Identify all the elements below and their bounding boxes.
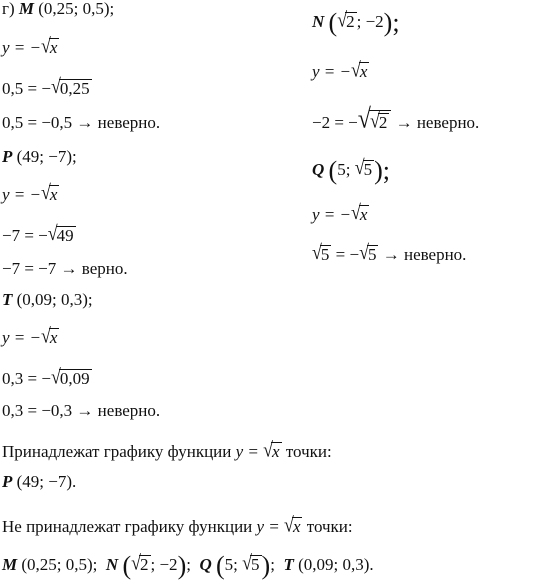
sqrt: √x	[41, 180, 58, 204]
t-function: y = −√x	[2, 323, 58, 347]
sqrt: √2	[131, 550, 149, 574]
sqrt: √49	[47, 221, 74, 245]
p-function: y = −√x	[2, 180, 58, 204]
m-header	[2, 0, 114, 20]
q-substitution: √5 = −√5 → неверно.	[312, 240, 467, 264]
task-label: г)	[2, 0, 15, 18]
t-header: T (0,09; 0,3);	[2, 290, 93, 309]
sqrt: √5	[359, 240, 377, 264]
belongs-line: Принадлежат графику функции y = √x точки:	[2, 437, 332, 461]
point-q: Q	[312, 160, 325, 179]
sqrt: √5	[242, 550, 260, 574]
p-result: −7 = −7 → верно.	[2, 259, 128, 278]
not-belongs-points: M (0,25; 0,5); N (√2 ; −2); Q (5; √5); T (0,09; 0,3).	[2, 550, 374, 580]
p-header: P (49; −7);	[2, 147, 77, 166]
sqrt: √2	[337, 7, 355, 31]
p-substitution: −7 = −√49	[2, 221, 74, 245]
point-m: M	[18, 0, 35, 18]
q-header: Q (5; √5);	[312, 155, 390, 185]
m-substitution: 0,5 = −√0,25	[2, 74, 90, 98]
point-n: N	[312, 12, 325, 31]
q-function: y = −√x	[312, 200, 368, 224]
sqrt: √x	[41, 323, 58, 347]
sqrt: √0,25	[50, 74, 90, 98]
not-belongs-line: Не принадлежат графику функции y = √x точки:	[2, 512, 353, 536]
sqrt: √x	[351, 200, 368, 224]
sqrt-inner: √2	[369, 109, 388, 133]
point-p: P	[2, 147, 13, 166]
sqrt: √x	[263, 437, 280, 461]
sqrt: √5	[312, 240, 330, 264]
n-function: y = −√x	[312, 57, 368, 81]
sqrt: √x	[351, 57, 368, 81]
m-result: 0,5 = −0,5 → неверно.	[2, 113, 161, 132]
t-substitution: 0,3 = −√0,09	[2, 364, 90, 388]
sqrt: √x	[284, 512, 301, 536]
sqrt: √0,09	[50, 364, 90, 388]
t-result: 0,3 = −0,3 → неверно.	[2, 401, 161, 420]
belongs-points: P (49; −7).	[2, 472, 77, 491]
n-substitution: −2 = −√√2 → неверно.	[312, 104, 480, 135]
sqrt: √5	[354, 155, 373, 179]
point-t: T	[2, 290, 13, 309]
eq-func: y = −	[2, 38, 41, 57]
m-function	[2, 33, 59, 59]
point-m-coords: (0,25; 0,5);	[38, 0, 115, 18]
n-header: N (√2 ; −2);	[312, 7, 400, 37]
sqrt-outer: √√2	[358, 110, 392, 134]
sqrt: √x	[41, 33, 58, 57]
